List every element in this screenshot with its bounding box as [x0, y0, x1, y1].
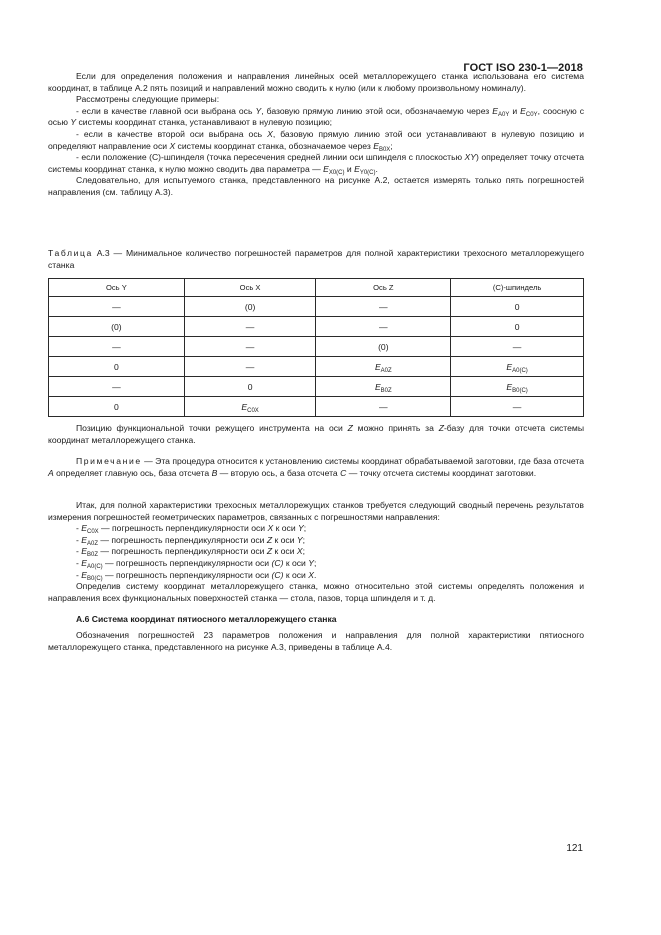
- paragraph-example-spindle: - если положение (С)-шпинделя (точка пересечения средней линии оси шпинделя с плоскостью XY) определяет точку отсчета системы координат станка, к нулю можно сводить два параметра — $E_{X0(C)}$ и $E_{Y0(C)}$.: [48, 152, 584, 176]
- header-axis-z: Ось Z: [316, 279, 451, 297]
- paragraph-conclusion: Следовательно, для испытуемого станка, представленного на рисунке А.2, остается измерять только пять погрешностей направления (см. таблицу А.3).: [48, 175, 584, 197]
- table-cell: —: [316, 397, 451, 417]
- paragraph-examples-intro: Рассмотрены следующие примеры:: [76, 94, 220, 105]
- intro-block: [48, 71, 584, 199]
- table-cell: $E_{C0X}$: [184, 397, 316, 417]
- table-cell: 0: [184, 377, 316, 397]
- header-axis-x: Ось X: [184, 279, 316, 297]
- table-caption: [48, 248, 584, 271]
- table-cell: —: [451, 337, 584, 357]
- paragraph-summary-outro: Определив систему координат металлорежущего станка, можно относительно этой системы определять положения и направления всех функциональных поверхностей станка — стола, пазов, торца шпинделя и т. д.: [48, 581, 584, 603]
- list-item: - $E_{A0(C)}$ — погрешность перпендикулярности оси (С) к оси Y;: [76, 557, 317, 570]
- table-cell: —: [49, 297, 185, 317]
- list-item: - $E_{B0Z}$ — погрешность перпендикулярности оси Z к оси X;: [76, 546, 306, 559]
- table-cell: —: [49, 377, 185, 397]
- summary-block: [48, 500, 584, 604]
- list-item: - $E_{C0X}$ — погрешность перпендикулярности оси X к оси Y;: [76, 523, 307, 536]
- paragraph-example-y-axis: - если в качестве главной оси выбрана ось Y, базовую прямую линию этой оси, обозначаемую через $E_{A0Y}$ и $E_{C0Y}$, соосную с осью Y системы координат станка, устанавливают в нулевую позицию;: [48, 105, 585, 128]
- paragraph-coordinate-system: Если для определения положения и направления линейных осей металлорежущего станка использована его система координат, в таблице А.2 пять позиций и направлений можно сводить к нулю (или к любому произвольному номиналу).: [48, 71, 584, 93]
- table-cell: (0): [316, 337, 451, 357]
- paragraph-five-axis: Обозначения погрешностей 23 параметров положения и направления для полной характеристики пятиосного металлорежущего станка, представленного на рисунке А.3, приведены в таблице А.4.: [48, 630, 584, 652]
- page-number: 121: [566, 843, 583, 854]
- table-cell: —: [451, 397, 584, 417]
- table-cell: $E_{B0(C)}$: [451, 377, 584, 397]
- table-caption-label: Таблица: [48, 248, 93, 258]
- table-cell: —: [184, 337, 316, 357]
- note-label: Примечание: [76, 456, 142, 466]
- table-cell: $E_{A0Z}$: [316, 357, 451, 377]
- tool-point-block: [48, 423, 584, 446]
- header-spindle: (С)-шпиндель: [451, 279, 584, 297]
- table-cell: 0: [49, 357, 185, 377]
- table-row: [49, 317, 584, 337]
- table-row: [49, 377, 584, 397]
- table-cell: —: [49, 337, 185, 357]
- table-row: [49, 357, 584, 377]
- table-header-row: [49, 279, 584, 297]
- table-cell: 0: [49, 397, 185, 417]
- document-header: ГОСТ ISO 230-1—2018: [463, 62, 583, 74]
- paragraph-summary-intro: Итак, для полной характеристики трехосных металлорежущих станков требуется следующий сводный перечень результатов измерения погрешностей геометрических параметров, связанных с погрешностями направления:: [48, 500, 584, 522]
- list-item: - $E_{A0Z}$ — погрешность перпендикулярности оси Z к оси Y;: [76, 534, 306, 547]
- table-row: [49, 297, 584, 317]
- table-cell: —: [316, 297, 451, 317]
- table-cell: —: [184, 357, 316, 377]
- section-title: А.6 Система координат пятиосного металлорежущего станка: [76, 614, 337, 624]
- table-row: [49, 337, 584, 357]
- table-cell: $E_{A0(C)}$: [451, 357, 584, 377]
- table-cell: $E_{B0Z}$: [316, 377, 451, 397]
- list-item: - $E_{B0(C)}$ — погрешность перпендикулярности оси (С) к оси X.: [76, 569, 317, 582]
- table-caption-text: А.3 — Минимальное количество погрешностей параметров для полной характеристики трехосного металлорежущего станка: [48, 248, 584, 270]
- table-cell: —: [316, 317, 451, 337]
- table-cell: —: [184, 317, 316, 337]
- note-paragraph: Примечание — Эта процедура относится к установлению системы координат обрабатываемой заготовки, где база отсчета A определяет главную ось, база отсчета B — вторую ось, а база отсчета C — точку отсчета системы координат заготовки.: [48, 456, 584, 478]
- table-row: [49, 397, 584, 417]
- five-axis-block: [48, 630, 584, 653]
- note-block: [48, 456, 584, 479]
- table-cell: (0): [49, 317, 185, 337]
- table-cell: (0): [184, 297, 316, 317]
- table-cell: 0: [451, 297, 584, 317]
- header-axis-y: Ось Y: [49, 279, 185, 297]
- paragraph-tool-point: Позицию функциональной точки режущего инструмента на оси Z можно принять за Z-базу для точки отсчета системы координат металлорежущего станка.: [48, 423, 584, 445]
- parameters-table: [48, 278, 584, 417]
- table-cell: 0: [451, 317, 584, 337]
- paragraph-example-x-axis: - если в качестве второй оси выбрана ось X, базовую прямую линию этой оси устанавливают в нулевую позицию и определяют направление оси X системы координат станка, обозначаемое через $E_{B0X}$;: [48, 128, 584, 153]
